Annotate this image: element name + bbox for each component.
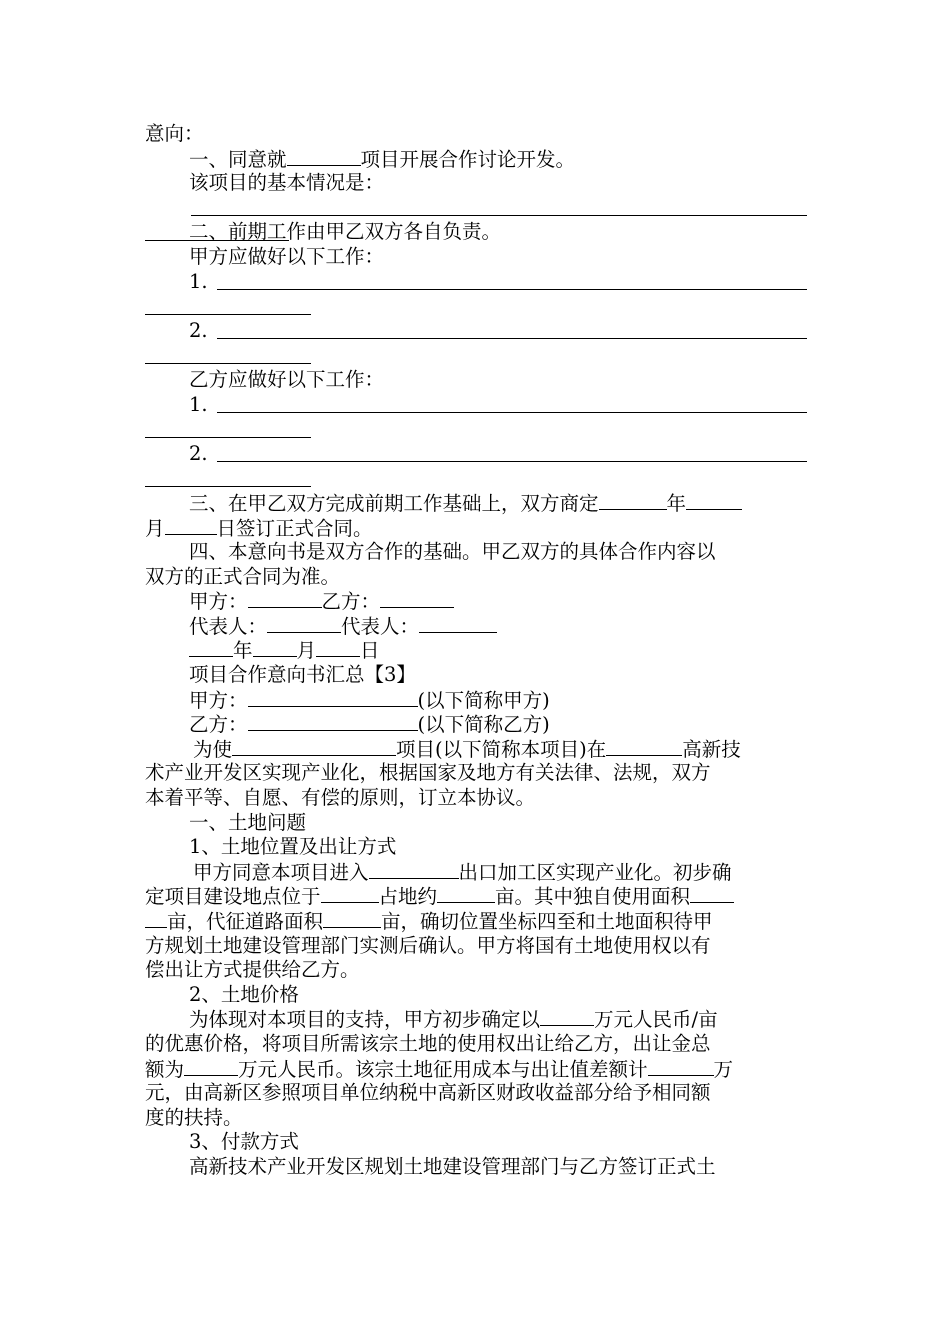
doc-line (145, 1007, 807, 1032)
blank-line (267, 614, 341, 633)
text: 甲方同意本项目进入 (193, 860, 369, 884)
doc-line (145, 1130, 807, 1155)
text: 1. (189, 392, 208, 416)
doc-line (145, 491, 807, 516)
doc-line (145, 688, 807, 713)
blank-line (184, 1057, 238, 1076)
blank-line (165, 516, 217, 535)
text: 乙方应做好以下工作： (189, 367, 385, 391)
blank-line (217, 289, 807, 290)
blank-line (323, 909, 381, 928)
blank-line (690, 884, 734, 903)
doc-line (145, 663, 807, 688)
blank-line (232, 737, 396, 756)
text: 亩，代征道路面积 (167, 910, 324, 933)
blank-line (648, 1057, 714, 1076)
doc-line (145, 761, 807, 786)
text: 万元人民币/亩 (594, 1008, 718, 1032)
blank-tail-line (145, 294, 807, 319)
doc-line (145, 737, 807, 762)
doc-line (145, 983, 807, 1008)
text: 方规划土地建设管理部门实测后确认。甲方将国有土地使用权以有 (145, 933, 711, 957)
blank-line (217, 461, 807, 462)
blank-line (540, 1007, 594, 1026)
blank-line (145, 240, 289, 241)
doc-line (145, 270, 807, 295)
doc-line (145, 884, 807, 909)
doc-line (145, 147, 807, 172)
text: 年 (233, 639, 253, 663)
blank-line (145, 314, 311, 315)
text: 定项目建设地点位于 (145, 885, 321, 909)
text: 月 (145, 516, 165, 540)
text: 月 (296, 639, 317, 663)
text: 乙方： (321, 590, 381, 614)
text: 代表人： (189, 614, 268, 638)
doc-line (145, 934, 807, 959)
text: 亩。其中独自使用面积 (495, 885, 691, 909)
doc-line (145, 368, 807, 393)
doc-line (145, 786, 807, 811)
doc-line (145, 540, 807, 565)
text: 甲方： (189, 590, 248, 614)
doc-line (145, 1057, 807, 1082)
blank-line (287, 147, 361, 166)
blank-line (248, 589, 322, 608)
doc-line (145, 393, 807, 418)
doc-line (145, 811, 807, 836)
text: 亩，确切位置坐标四至和土地面积待甲 (381, 910, 713, 933)
blank-line (321, 884, 379, 903)
blank-line (248, 712, 418, 731)
doc-line (145, 516, 807, 541)
doc-line (145, 319, 807, 344)
text: 的优惠价格，将项目所需该宗土地的使用权出让给乙方，出让金总 (145, 1031, 711, 1055)
blank-line (217, 412, 807, 413)
text: 3、付款方式 (189, 1130, 299, 1154)
text: 甲方应做好以下工作： (189, 244, 385, 268)
text: 高新技 (682, 737, 741, 761)
text: 2、土地价格 (189, 982, 299, 1006)
text: 日 (360, 639, 380, 663)
text: 为使 (193, 737, 233, 761)
blank-tail-line (145, 343, 807, 368)
text: 双方的正式合同为准。 (145, 564, 341, 588)
text: 1. (189, 269, 208, 293)
blank-line (145, 486, 311, 487)
document-body (145, 122, 807, 1180)
text: 日签订正式合同。 (216, 516, 373, 540)
text: 1、土地位置及出让方式 (189, 835, 397, 859)
doc-line (145, 958, 807, 983)
doc-line (145, 1106, 807, 1131)
text: 一、土地问题 (189, 810, 307, 834)
text: 乙方： (189, 713, 248, 737)
text: 元，由高新区参照项目单位纳税中高新区财政收益部分给予相同额 (145, 1081, 711, 1105)
text: 2. (189, 441, 208, 465)
doc-line (145, 245, 807, 270)
text: 项目(以下简称本项目)在 (396, 737, 607, 761)
section-title: 项目合作意向书汇总【3】 (189, 663, 416, 687)
text: 万 (713, 1057, 734, 1081)
doc-line (145, 1081, 807, 1106)
blank-line (419, 614, 497, 633)
text: 万元人民币。该宗土地征用成本与出让值差额计 (238, 1057, 648, 1081)
doc-line (145, 1155, 807, 1180)
doc-line (145, 860, 807, 885)
text: 项目开展合作讨论开发。 (360, 147, 576, 171)
text: (以下简称乙方) (417, 713, 550, 737)
text: 代表人： (341, 614, 420, 638)
text: 2. (189, 318, 208, 342)
text: 四、本意向书是双方合作的基础。甲乙双方的具体合作内容以 (189, 540, 716, 564)
blank-line (369, 860, 459, 879)
text: 术产业开发区实现产业化，根据国家及地方有关法律、法规，双方 (145, 761, 711, 785)
text: 一、同意就 (189, 147, 287, 171)
doc-line (145, 712, 807, 737)
text: 意向： (145, 122, 204, 145)
text: (以下简称甲方) (417, 688, 550, 712)
blank-tail-line (145, 417, 807, 442)
blank-line (191, 215, 807, 216)
doc-line (145, 122, 807, 147)
blank-line (437, 884, 495, 903)
doc-line (145, 220, 807, 245)
doc-line (145, 614, 807, 639)
blank-line (145, 363, 311, 364)
text: 二、前期工作由甲乙双方各自负责。 (189, 220, 502, 244)
blank-line (253, 638, 297, 657)
doc-line (145, 442, 807, 467)
blank-line (217, 338, 807, 339)
doc-line (145, 835, 807, 860)
blank-line (380, 589, 454, 608)
doc-line (145, 1032, 807, 1057)
text: 该项目的基本情况是： (189, 171, 385, 195)
text: 三、在甲乙双方完成前期工作基础上，双方商定 (189, 491, 599, 515)
blank-line (189, 638, 233, 657)
blank-line (145, 909, 167, 928)
text: 出口加工区实现产业化。初步确 (458, 860, 732, 884)
doc-line (145, 638, 807, 663)
text: 额为 (145, 1057, 185, 1081)
text: 本着平等、自愿、有偿的原则，订立本协议。 (145, 786, 536, 810)
text: 占地约 (378, 885, 438, 909)
blank-line (686, 491, 742, 510)
blank-tail-line (145, 466, 807, 491)
blank-line (599, 491, 667, 510)
blank-line (248, 688, 418, 707)
doc-line (145, 565, 807, 590)
doc-line (145, 589, 807, 614)
doc-line (145, 171, 807, 196)
text: 高新技术产业开发区规划土地建设管理部门与乙方签订正式土 (189, 1154, 716, 1178)
text: 为体现对本项目的支持，甲方初步确定以 (189, 1008, 541, 1032)
blank-fill-line (145, 196, 807, 221)
blank-line (316, 638, 360, 657)
text: 偿出让方式提供给乙方。 (145, 958, 360, 982)
text: 甲方： (189, 688, 248, 712)
blank-line (145, 437, 311, 438)
text: 年 (666, 491, 687, 515)
text: 度的扶持。 (145, 1105, 243, 1129)
doc-line (145, 909, 807, 934)
blank-line (606, 737, 682, 756)
